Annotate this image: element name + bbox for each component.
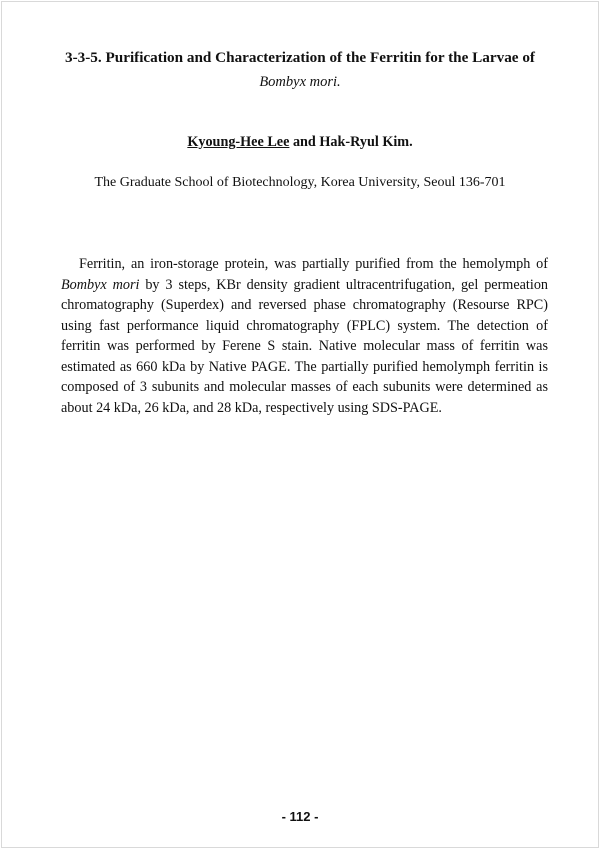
title-main: 3-3-5. Purification and Characterization of the Ferritin for the Larvae of: [64, 49, 535, 66]
abstract-text-2: by 3 steps, KBr density gradient ultracentrifugation, gel permeation chromatography (Superdex) and reversed phase chromatography (Resourse RPC) using fast performance liquid chromatography (FPLC) system. The detection of ferritin was performed by Ferene S stain. Native molecular mass of ferritin was estimated as 660 kDa by Native PAGE. The partially purified hemolymph ferritin is composed of 3 subunits and molecular masses of each subunits were determined as about 24 kDa, 26 kDa, and 28 kDa, respectively using SDS-PAGE.: [61, 276, 549, 416]
abstract-species: Bombyx mori: [61, 276, 140, 293]
presenting-author: Kyoung-Hee Lee: [187, 134, 290, 150]
title-species: Bombyx mori.: [259, 74, 341, 90]
author-line: [0, 132, 600, 152]
paper-title: [50, 46, 550, 94]
author-connector: and: [289, 134, 320, 150]
page-number: - 112 -: [281, 809, 319, 824]
affiliation: The Graduate School of Biotechnology, Korea University, Seoul 136-701: [94, 175, 506, 190]
abstract-text-1: Ferritin, an iron-storage protein, was partially purified from the hemolymph of: [79, 256, 548, 272]
page-border: [1, 1, 599, 848]
abstract-body: [61, 254, 548, 418]
co-author: Hak-Ryul Kim.: [319, 134, 413, 150]
